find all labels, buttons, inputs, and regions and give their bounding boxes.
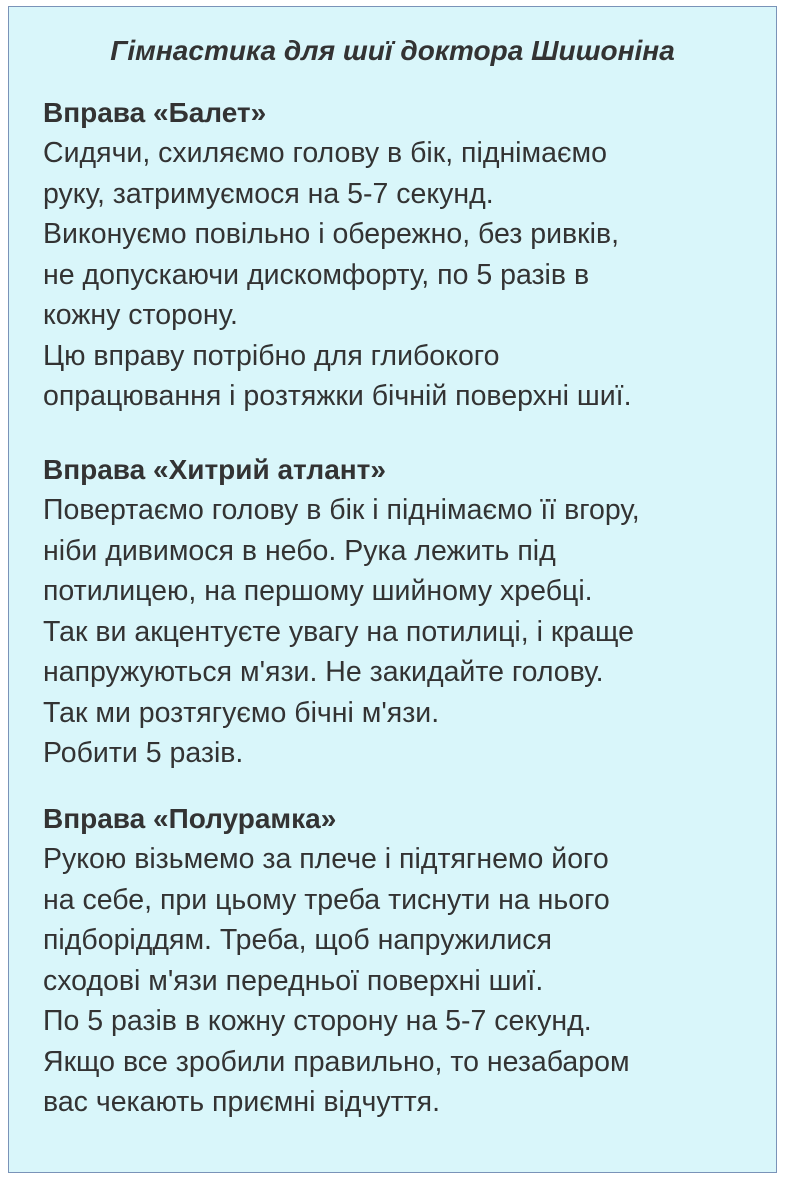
- exercise-text-line: По 5 разів в кожну сторону на 5-7 секунд.: [43, 1005, 592, 1037]
- exercise-text-line: Якщо все зробили правильно, то незабаром: [43, 1045, 630, 1078]
- exercise-text-line: Рукою візьмемо за плече і підтягнемо його: [43, 843, 609, 875]
- exercise-text-line: руку, затримуємося на 5-7 секунд.: [43, 177, 494, 210]
- exercise-text-line: Повертаємо голову в бік і піднімаємо її вгору,: [43, 494, 640, 526]
- exercise-text-line: Так ви акцентуєте увагу на потилиці, і краще: [43, 615, 634, 648]
- exercise-ballet: [43, 93, 756, 417]
- exercise-text-line: ніби дивимося в небо. Рука лежить під: [43, 534, 556, 567]
- exercise-text-line: Так ми розтягуємо бічні м'язи.: [43, 696, 440, 729]
- exercise-text-line: не допускаючи дискомфорту, по 5 разів в: [43, 258, 590, 291]
- exercise-heading: Вправа «Хитрий атлант»: [43, 454, 386, 485]
- exercise-card: [8, 6, 777, 1173]
- exercise-text-line: потилицею, на першому шийному хребці.: [43, 575, 593, 607]
- exercise-text-line: опрацювання і розтяжки бічній поверхні шиї.: [43, 380, 632, 412]
- exercise-cunning-atlas: [43, 450, 756, 774]
- exercise-half-frame: [43, 799, 756, 1123]
- exercise-text-line: підборіддям. Треба, щоб напружилися: [43, 924, 552, 956]
- exercise-heading: Вправа «Балет»: [43, 97, 267, 128]
- exercise-text-line: кожну сторону.: [43, 299, 238, 331]
- page-title: Гімнастика для шиї доктора Шишоніна: [110, 35, 675, 66]
- exercise-text-line: Виконуємо повільно і обережно, без ривків,: [43, 218, 620, 250]
- exercise-text-line: Робити 5 разів.: [43, 737, 244, 769]
- exercise-text-line: на себе, при цьому треба тиснути на нього: [43, 883, 610, 916]
- exercise-heading: Вправа «Полурамка»: [43, 803, 337, 834]
- exercise-text-line: вас чекають приємні відчуття.: [43, 1086, 441, 1118]
- exercise-text-line: Сидячи, схиляємо голову в бік, піднімаємо: [43, 137, 607, 169]
- exercise-text-line: Цю вправу потрібно для глибокого: [43, 339, 500, 372]
- exercise-text-line: сходові м'язи передньої поверхні шиї.: [43, 964, 544, 997]
- exercise-text-line: напружуються м'язи. Не закидайте голову.: [43, 656, 604, 688]
